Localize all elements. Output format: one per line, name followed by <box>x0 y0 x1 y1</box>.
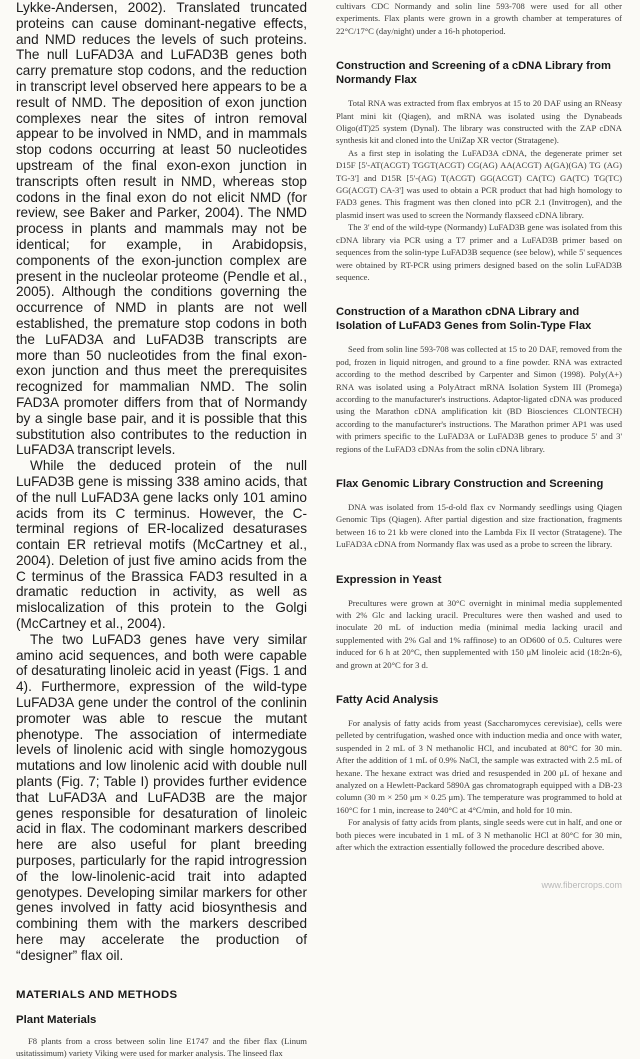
cdna-library-paragraph-2: As a first step in isolating the LuFAD3A cDNA, the degenerate primer set D15F [5'-AT(ACGT) TGGT(ACGT) CG(AG) AA(ACGT) A(GA)(GA) TG (AG) TG-3'] and D15R [5'-(AG) T(ACGT) GG(ACGT) CA(TC) GA(TC) TG(TC) GG(ACGT) CA-3'] was used to obtain a PCR product that had high homology to FAD3 genes. This fragment was then cloned into pCR 2.1 (Invitrogen), and the plasmid insert was used to screen the Normandy flaxseed cDNA library. <box>336 147 622 220</box>
plant-materials-heading: Plant Materials <box>16 1014 97 1027</box>
plant-growth-paragraph: cultivars CDC Normandy and solin line 593-708 were used for all other experiments. Flax plants were grown in a growth chamber at temperatures of 22°C/17°C (day/night) under a 16-h photoperiod. <box>336 1 622 36</box>
site-watermark: www.fibercrops.com <box>541 880 622 890</box>
cdna-library-paragraph-3: The 3' end of the wild-type (Normandy) LuFAD3B gene was isolated from this cDNA library via PCR using a T7 primer and a LuFAD3B primer based on sequences from the solin-type LuFAD3B sequence (see below), while 5' sequences were obtained by RT-PCR using primers designed based on the solin LuFAD3B sequence. <box>336 222 622 282</box>
materials-methods-heading: MATERIALS AND METHODS <box>16 988 178 1001</box>
marathon-library-heading: Construction of a Marathon cDNA Library and Isolation of LuFAD3 Genes from Solin-Type Flax <box>336 306 592 333</box>
fatty-acid-paragraph-2: For analysis of fatty acids from plants, single seeds were cut in half, and one or both pieces were incubated in 1 mL of 3 N methanolic HCl at 80°C for 30 min, after which the extraction essentially followed the procedure described above. <box>336 817 622 853</box>
right-column <box>336 0 622 854</box>
discussion-paragraph-1: Lykke-Andersen, 2002). Translated truncated proteins can cause dominant-negative effects, and NMD reduces the levels of such proteins. The null LuFAD3A and LuFAD3B genes both carry premature stop codons, and the reduction in transcript level observed here appears to be a result of NMD. The deposition of exon junction complexes near the sites of intron removal appear to be involved in NMD, and in mammals stop codons occurring at least 50 nucleotides upstream of the final exon-exon junction in transcripts often result in NMD, whereas stop codons in the final exon do not elicit NMD (for review, see Baker and Parker, 2004). The NMD process in plants and mammals may not be identical; for example, in Arabidopsis, components of the exon-junction complex are present in the nucleolar proteome (Pendle et al., 2005). Although the conditions governing the occurrence of NMD in plants are not well established, the premature stop codons in both the LuFAD3A and LuFAD3B transcripts are more than 50 nucleotides from the final exon-exon junction and thus meet the prerequisites recognized for mammalian NMD. The solin FAD3A promoter differs from that of Normandy by a single base pair, and it is possible that this substitution also contributes to the reduction in LuFAD3A transcript levels. <box>16 0 307 458</box>
plant-materials-paragraph: F8 plants from a cross between solin line E1747 and the fiber flax (Linum usitatissimum) variety Viking were used for marker analysis. The linseed flax <box>16 1036 307 1059</box>
genomic-library-paragraph: DNA was isolated from 15-d-old flax cv Normandy seedlings using Qiagen Genomic Tips (Qiagen). After partial digestion and size fractionation, fragments between 16 to 21 kb were cloned into the Lambda Fix II vector (Stratagene). The LuFAD3A cDNA from Normandy flax was used as a probe to screen the library. <box>336 501 622 550</box>
cdna-library-paragraph-1: Total RNA was extracted from flax embryos at 15 to 20 DAF using an RNeasy Plant mini kit (Qiagen), and mRNA was isolated using the Dynabeads Oligo(dT)25 system (Dynal). The library was constructed with the ZAP cDNA synthesis kit and cloned into the UniZap XR vector (Stratagene). <box>336 98 622 146</box>
marathon-library-paragraph: Seed from solin line 593-708 was collected at 15 to 20 DAF, removed from the pod, frozen in liquid nitrogen, and ground to a fine powder. RNA was extracted according to the method described by Carpenter and Simon (1998). Poly(A+) RNA was isolated using a PolyAtract mRNA Isolation System III (Promega) according to the manufacturer's instructions. Adaptor-ligated cDNA was produced using the Marathon cDNA amplification kit (BD Biosciences CLONTECH) according to the manufacturer's instructions. The Marathon primer AP1 was used with primers specific to the LuFAD3A or LuFAD3B genes to produce 5' and 3' regions of the LuFAD3 cDNAs from the solin cDNA library. <box>336 344 622 454</box>
genomic-library-heading: Flax Genomic Library Construction and Screening <box>336 477 604 490</box>
fatty-acid-heading: Fatty Acid Analysis <box>336 694 439 707</box>
yeast-expression-paragraph: Precultures were grown at 30°C overnight in minimal media supplemented with 2% Glc and lacking uracil. Precultures were then washed and used to inoculate 20 mL of induction media (minimal media lacking uracil and supplemented with 2% Gal and 1% raffinose) to an OD600 of 0.5. Cultures were induced for 6 h at 20°C, then supplemented with 150 μM linoleic acid (18:2n-6), and grown at 20°C for 3 d. <box>336 597 622 670</box>
cdna-library-heading: Construction and Screening of a cDNA Library from Normandy Flax <box>336 60 611 87</box>
fatty-acid-paragraph-1: For analysis of fatty acids from yeast (Saccharomyces cerevisiae), cells were pelleted by centrifugation, washed once with induction media and once with water, suspended in 2 mL of 3 N methanolic HCl, and incubated at 80°C for 30 min. After the addition of 1 mL of 0.9% NaCl, the sample was extracted with 2.5 mL of hexane. The hexane extract was dried and resuspended in 200 μL of hexane and analyzed on a Hewlett-Packard 5890A gas chromatograph equipped with a DB-23 column (30 m × 250 μm × 0.25 μm). The temperature was programmed to hold at 160°C for 1 min, increase to 240°C at 4°C/min, and hold for 10 min. <box>336 718 622 815</box>
discussion-paragraph-3: The two LuFAD3 genes have very similar amino acid sequences, and both were capable of desaturating linoleic acid in yeast (Figs. 1 and 4). Furthermore, expression of the wild-type LuFAD3A gene under the control of the conlinin promoter was able to rescue the mutant phenotype. The association of intermediate levels of linolenic acid with single homozygous mutations and low linolenic acid with double null plants (Fig. 7; Table I) provides further evidence that LuFAD3A and LuFAD3B are the major genes responsible for desaturation of linoleic acid in flax. The codominant markers described here are also useful for plant breeding purposes, particularly for the rapid introgression of the low-linolenic-acid trait into adapted genotypes. Developing similar markers for other genes involved in fatty acid biosynthesis and combining them with the markers described here may accelerate the production of “designer” flax oil. <box>16 631 307 963</box>
yeast-expression-heading: Expression in Yeast <box>336 573 442 586</box>
discussion-paragraph-2: While the deduced protein of the null LuFAD3B gene is missing 338 amino acids, that of the null LuFAD3A gene lacks only 101 amino acids from its C terminus. However, the C-terminal regions of ER-localized desaturases contain ER retrieval motifs (McCartney et al., 2004). Deletion of just five amino acids from the C terminus of the Brassica FAD3 resulted in a dramatic reduction in activity, as well as mislocalization of this protein to the Golgi (McCartney et al., 2004). <box>16 458 307 632</box>
left-column <box>16 0 307 1059</box>
